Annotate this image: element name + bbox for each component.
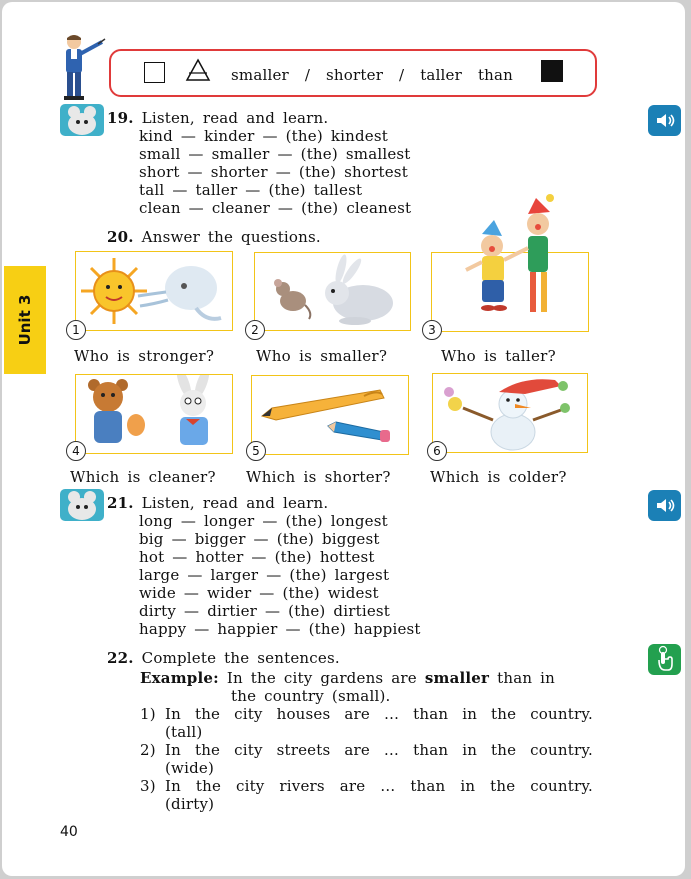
speaker-icon [648,490,681,521]
item-sentence: In the city houses are … than in the country. [165,705,593,723]
picture-number-2: 2 [245,320,265,340]
ex22-example [140,669,593,705]
teacher-pointer-icon [58,32,106,102]
picture-number-1: 1 [66,320,86,340]
example-label: Example: [140,669,219,687]
ex22-items [140,705,593,813]
item-hint: (dirty) [165,795,215,813]
item-hint: (tall) [165,723,203,741]
ex20-instruction: Answer the questions. [141,228,321,246]
sentence-item-3 [140,777,593,813]
interactive-button-22[interactable] [648,644,681,675]
ex22-header [107,649,340,667]
ex21-line: hot — hotter — (the) hottest [139,548,375,566]
picture-number-3: 3 [422,320,442,340]
picture-sun-and-wind [75,251,233,331]
item-sentence: In the city streets are … than in the country. [165,741,593,759]
sun-wind-illustration [76,252,232,330]
question-6: Which is colder? [430,468,567,486]
example-bold-word: smaller [424,669,490,687]
bear-hare-illustration [76,375,232,453]
listen-character-icon [60,487,104,523]
pen-pencil-illustration [252,376,408,454]
picture-pen-and-pencil [251,375,409,455]
ex19-line: small — smaller — (the) smallest [139,145,411,163]
ex19-line: clean — cleaner — (the) cleanest [139,199,412,217]
audio-button-21[interactable] [648,490,681,521]
item-number: 1) [140,705,156,723]
ex19-word-list [139,127,411,217]
picture-mouse-and-rabbit [254,252,411,331]
ex21-line: long — longer — (the) longest [139,512,388,530]
filled-square-icon [541,60,563,82]
ex19-header [107,109,328,127]
picture-number-6: 6 [427,441,447,461]
mouse-rabbit-illustration [255,253,410,330]
ex19-line: short — shorter — (the) shortest [139,163,408,181]
ex22-instruction: Complete the sentences. [141,649,340,667]
ex20-number: 20. [107,228,134,246]
question-1: Who is stronger? [74,347,215,365]
rule-words: smaller / shorter / taller than [231,66,514,84]
snowman-illustration [433,374,587,452]
ex19-number: 19. [107,109,134,127]
ex21-line: dirty — dirtier — (the) dirtiest [139,602,391,620]
hand-touch-icon [648,644,681,675]
question-4: Which is cleaner? [70,468,216,486]
ex22-number: 22. [107,649,134,667]
triangle-icon [185,58,211,82]
empty-square-icon [144,62,165,83]
sentence-item-1 [140,705,593,741]
picture-number-5: 5 [246,441,266,461]
question-2: Who is smaller? [256,347,388,365]
textbook-page [2,2,685,876]
comparative-rule-box [109,49,597,97]
example-text-pre: In the city gardens are [226,669,417,687]
picture-number-4: 4 [66,441,86,461]
unit-tab [4,266,46,374]
sentence-item-2 [140,741,593,777]
picture-snowman [432,373,588,453]
page-number: 40 [60,824,78,840]
item-hint: (wide) [165,759,215,777]
ex19-line: kind — kinder — (the) kindest [139,127,389,145]
question-5: Which is shorter? [246,468,391,486]
item-number: 3) [140,777,156,795]
speaker-icon [648,105,681,136]
item-number: 2) [140,741,156,759]
unit-tab-label: Unit 3 [16,294,34,346]
ex21-line: wide — wider — (the) widest [139,584,379,602]
picture-bear-and-hare [75,374,233,454]
ex21-instruction: Listen, read and learn. [141,494,329,512]
example-text-post: than in [497,669,556,687]
item-sentence: In the city rivers are … than in the country. [165,777,593,795]
ex19-line: tall — taller — (the) tallest [139,181,363,199]
listen-character-icon [60,102,104,138]
ex21-line: big — bigger — (the) biggest [139,530,380,548]
question-3: Who is taller? [441,347,556,365]
ex21-line: large — larger — (the) largest [139,566,390,584]
ex19-instruction: Listen, read and learn. [141,109,329,127]
ex21-word-list [139,512,421,638]
clowns-illustration [462,190,572,318]
ex21-header [107,494,328,512]
ex21-number: 21. [107,494,134,512]
audio-button-19[interactable] [648,105,681,136]
example-line-2: the country (small). [231,687,391,705]
ex20-header [107,228,321,246]
ex21-line: happy — happier — (the) happiest [139,620,421,638]
